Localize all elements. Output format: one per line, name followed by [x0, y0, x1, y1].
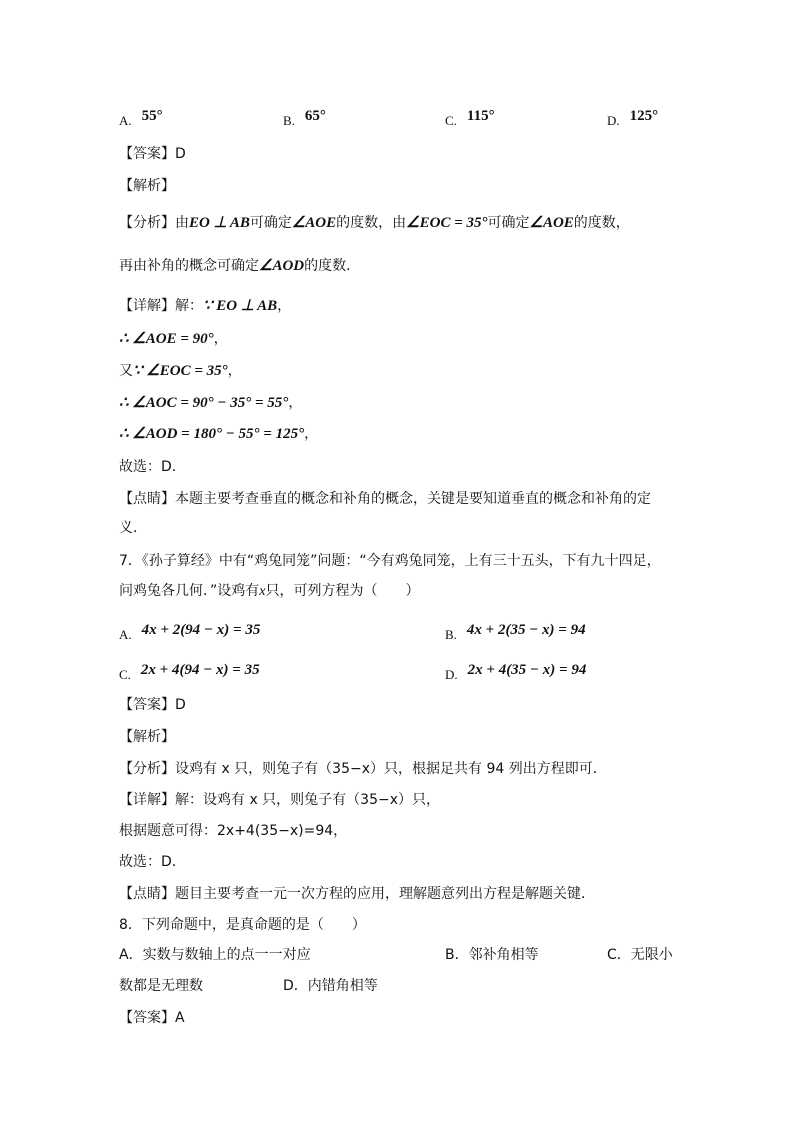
q7-equation: 根据题意可得：2x+4(35−x)=94，	[119, 823, 348, 839]
math: ∴ ∠AOC = 90° − 35° = 55°	[119, 395, 289, 411]
option-label: D.	[445, 667, 458, 682]
q6-detail-line-1	[119, 296, 291, 316]
q6-option-c	[445, 110, 495, 132]
q8-stem: 8．下列命题中，是真命题的是（ ）	[119, 917, 366, 933]
q7-stem-line-1: 7．《孙子算经》中有“鸡兔同笼”问题：“今有鸡兔同笼，上有三十五头，下有九十四足，	[119, 553, 661, 569]
option-value: 65°	[304, 108, 326, 124]
q7-stem-line-2	[119, 581, 419, 602]
tag: 【分析】	[119, 215, 175, 231]
option-value: 4x + 2(35 − x) = 94	[466, 622, 586, 638]
q8-answer: 【答案】A	[119, 1010, 185, 1026]
q7-option-a	[119, 624, 260, 646]
q8-option-b: B．邻补角相等	[445, 947, 539, 963]
q6-option-a	[119, 110, 163, 132]
math: ∠AOD	[259, 258, 305, 274]
text: 解：	[175, 298, 203, 314]
text: 的度数，	[573, 215, 630, 231]
q7-analysis: 【分析】设鸡有 x 只，则兔子有（35−x）只，根据足共有 94 列出方程即可．	[119, 761, 607, 777]
q6-option-b	[283, 110, 326, 132]
text: 可确定	[487, 215, 530, 231]
q8-option-a: A．实数与数轴上的点一一对应	[119, 947, 311, 963]
text: 可确定	[249, 215, 292, 231]
tag: 【详解】	[119, 298, 175, 314]
math: EO ⊥ AB	[189, 215, 250, 231]
text: ，	[227, 363, 242, 379]
q6-option-d	[607, 110, 658, 132]
q6-detail-line-4	[119, 393, 302, 413]
variable: x	[259, 584, 266, 599]
q6-detail-line-2	[119, 329, 228, 349]
text: ，	[304, 426, 319, 442]
q7-conclusion: 故选：D．	[119, 854, 186, 870]
math: ∠AOE	[529, 215, 574, 231]
q8-option-c: C．无限小	[607, 947, 673, 963]
math: ∴ ∠AOE = 90°	[119, 331, 214, 347]
math: ∠EOC = 35°	[406, 215, 488, 231]
option-label: A.	[119, 627, 132, 642]
q7-option-d	[445, 664, 586, 686]
q8-option-c-continued: 数都是无理数	[119, 978, 203, 994]
math: ∵ EO ⊥ AB	[203, 298, 278, 314]
option-label: B.	[445, 627, 457, 642]
option-label: C.	[445, 113, 457, 128]
text: ，	[288, 395, 303, 411]
text: 的度数，由	[336, 215, 407, 231]
q6-comment-line-1	[119, 489, 651, 509]
q6-detail-line-3	[119, 361, 242, 381]
math: ∠AOE	[291, 215, 337, 231]
q7-comment: 【点睛】题目主要考查一元一次方程的应用，理解题意列出方程是解题关键．	[119, 886, 595, 902]
text: 问鸡兔各几何．”设鸡有	[119, 583, 260, 599]
option-label: B.	[283, 113, 295, 128]
q7-analysis-heading: 【解析】	[119, 729, 175, 745]
option-label: D.	[607, 113, 620, 128]
text: 再由补角的概念可确定	[119, 258, 259, 274]
text: 本题主要考查垂直的概念和补角的概念，关键是要知道垂直的概念和补角的定	[175, 491, 651, 507]
option-value: 115°	[466, 108, 495, 124]
q6-conclusion: 故选：D．	[119, 459, 186, 475]
text: ，	[277, 298, 292, 314]
q6-analysis-heading: 【解析】	[119, 178, 175, 194]
q7-detail: 【详解】解：设鸡有 x 只，则兔子有（35−x）只，	[119, 792, 441, 808]
option-value: 55°	[141, 108, 163, 124]
option-value: 2x + 4(94 − x) = 35	[140, 662, 260, 678]
text: 由	[175, 215, 189, 231]
option-value: 125°	[629, 108, 659, 124]
q6-comment-line-2: 义．	[119, 520, 147, 536]
q7-option-b	[445, 624, 586, 646]
q6-analysis-line-1	[119, 213, 630, 233]
q6-detail-line-5	[119, 424, 318, 444]
math: ∵ ∠EOC = 35°	[133, 363, 228, 379]
q7-answer: 【答案】D	[119, 697, 186, 713]
option-value: 2x + 4(35 − x) = 94	[467, 662, 587, 678]
option-value: 4x + 2(94 − x) = 35	[141, 622, 261, 638]
math: ∴ ∠AOD = 180° − 55° = 125°	[119, 426, 305, 442]
q7-option-c	[119, 664, 260, 686]
q8-option-d: D．内错角相等	[283, 978, 378, 994]
text: ，	[213, 331, 228, 347]
text: 的度数．	[304, 258, 361, 274]
text: 又	[119, 363, 133, 379]
option-label: C.	[119, 667, 131, 682]
option-label: A.	[119, 113, 132, 128]
q6-answer: 【答案】D	[119, 146, 186, 162]
tag: 【点睛】	[119, 491, 175, 507]
q6-analysis-line-2	[119, 256, 360, 276]
text: 只，可列方程为（ ）	[265, 583, 420, 599]
